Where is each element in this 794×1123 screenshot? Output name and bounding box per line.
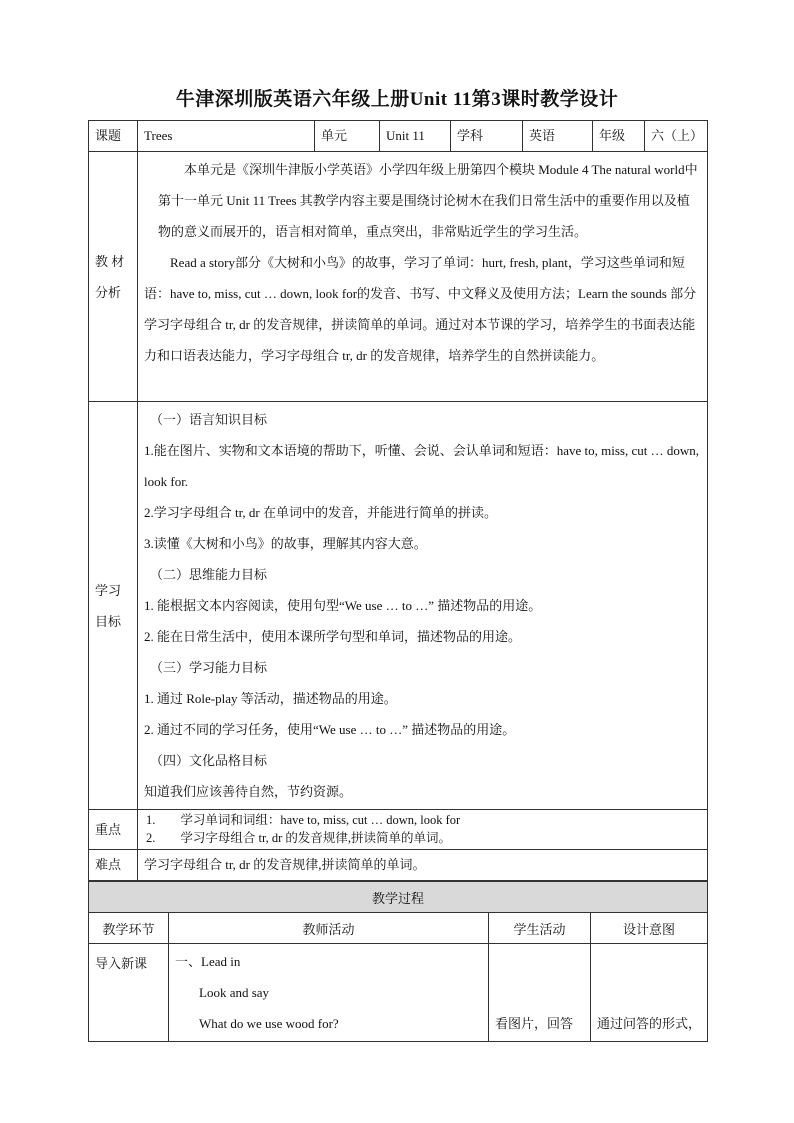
grade-label: 年级	[593, 121, 645, 152]
teacher-activity-cell	[169, 944, 489, 1042]
page-title: 牛津深圳版英语六年级上册Unit 11第3课时教学设计	[175, 89, 619, 110]
subject-value: 英语	[523, 121, 593, 152]
lesson-info-table	[88, 120, 708, 881]
column-header: 教师活动	[169, 913, 489, 944]
goal-line: 1. 能根据文本内容阅读，使用句型“We use … to …” 描述物品的用途。	[144, 598, 542, 613]
goal-line: 2. 通过不同的学习任务，使用“We use … to …” 描述物品的用途。	[144, 722, 516, 737]
topic-label: 课题	[89, 121, 138, 152]
grade-value: 六（上）	[645, 121, 708, 152]
goal-line: 2.学习字母组合 tr, dr 在单词中的发音，并能进行简单的拼读。	[144, 505, 497, 520]
analysis-text	[138, 152, 708, 402]
key-point-item: 1. 学习单词和词组：have to, miss, cut … down, look for	[146, 813, 461, 827]
goals-label: 学习 目标	[89, 402, 138, 810]
column-header: 设计意图	[591, 913, 708, 944]
analysis-paragraph-2: Read a story部分《大树和小鸟》的故事，学习了单词：hurt, fresh, plant，学习这些单词和短语：have to, miss, cut … down, look for的发音、书写、中文释义及使用方法；Learn the sounds 部分学习字母组合 tr, dr 的发音规律，拼读简单的单词。通过对本节课的学习，培养学生的书面表达能力和口语表达能力，学习字母组合 tr, dr 的发音规律，培养学生的自然拼读能力。	[144, 255, 697, 363]
design-intent-cell: 通过问答的形式，	[591, 944, 708, 1042]
teacher-activity-line: What do we use wood for?	[199, 1016, 339, 1031]
difficulty-label: 难点	[89, 850, 138, 881]
analysis-row	[89, 152, 708, 402]
process-row	[89, 944, 708, 1042]
column-header: 学生活动	[489, 913, 591, 944]
goal-line: （二）思维能力目标	[150, 567, 268, 582]
topic-value: Trees	[138, 121, 315, 152]
goal-line: （一）语言知识目标	[150, 412, 268, 427]
goal-line: 1.能在图片、实物和文本语境的帮助下，听懂、会说、会认单词和短语：have to, miss, cut … down, look for.	[144, 443, 700, 489]
process-heading-row	[89, 882, 708, 913]
key-points-list	[138, 810, 708, 850]
goal-line: 知道我们应该善待自然，节约资源。	[144, 784, 353, 799]
difficulty-text: 学习字母组合 tr, dr 的发音规律,拼读简单的单词。	[138, 850, 708, 881]
difficulty-row	[89, 850, 708, 881]
process-table	[88, 881, 708, 1042]
goal-line: 2. 能在日常生活中，使用本课所学句型和单词，描述物品的用途。	[144, 629, 522, 644]
goal-line: 1. 通过 Role-play 等活动，描述物品的用途。	[144, 691, 397, 706]
goal-line: （四）文化品格目标	[150, 753, 268, 768]
goals-text	[138, 402, 708, 810]
goal-line: （三）学习能力目标	[150, 660, 268, 675]
stage-cell: 导入新课	[89, 944, 169, 1042]
key-points-row	[89, 810, 708, 850]
process-heading: 教学过程	[89, 882, 708, 913]
analysis-paragraph-1: 本单元是《深圳牛津版小学英语》小学四年级上册第四个模块 Module 4 The natural world中第十一单元 Unit 11 Trees 其教学内容主要是围绕讨论树木在我们日常生活中的重要作用以及植物的意义而展开的，语言相对简单，重点突出，非常贴近学生的学习生活。	[158, 162, 698, 239]
teacher-activity-line: Look and say	[199, 985, 270, 1000]
column-header: 教学环节	[89, 913, 169, 944]
goal-line: 3.读懂《大树和小鸟》的故事，理解其内容大意。	[144, 536, 427, 551]
key-point-item: 2. 学习字母组合 tr, dr 的发音规律,拼读简单的单词。	[146, 831, 452, 845]
subject-label: 学科	[451, 121, 523, 152]
unit-value: Unit 11	[380, 121, 451, 152]
process-columns-row	[89, 913, 708, 944]
unit-label: 单元	[315, 121, 380, 152]
student-activity-cell: 看图片，回答	[489, 944, 591, 1042]
header-row	[89, 121, 708, 152]
key-points-label: 重点	[89, 810, 138, 850]
goals-row	[89, 402, 708, 810]
teacher-activity-line: 一、Lead in	[175, 954, 241, 969]
analysis-label: 教 材 分析	[89, 152, 138, 402]
